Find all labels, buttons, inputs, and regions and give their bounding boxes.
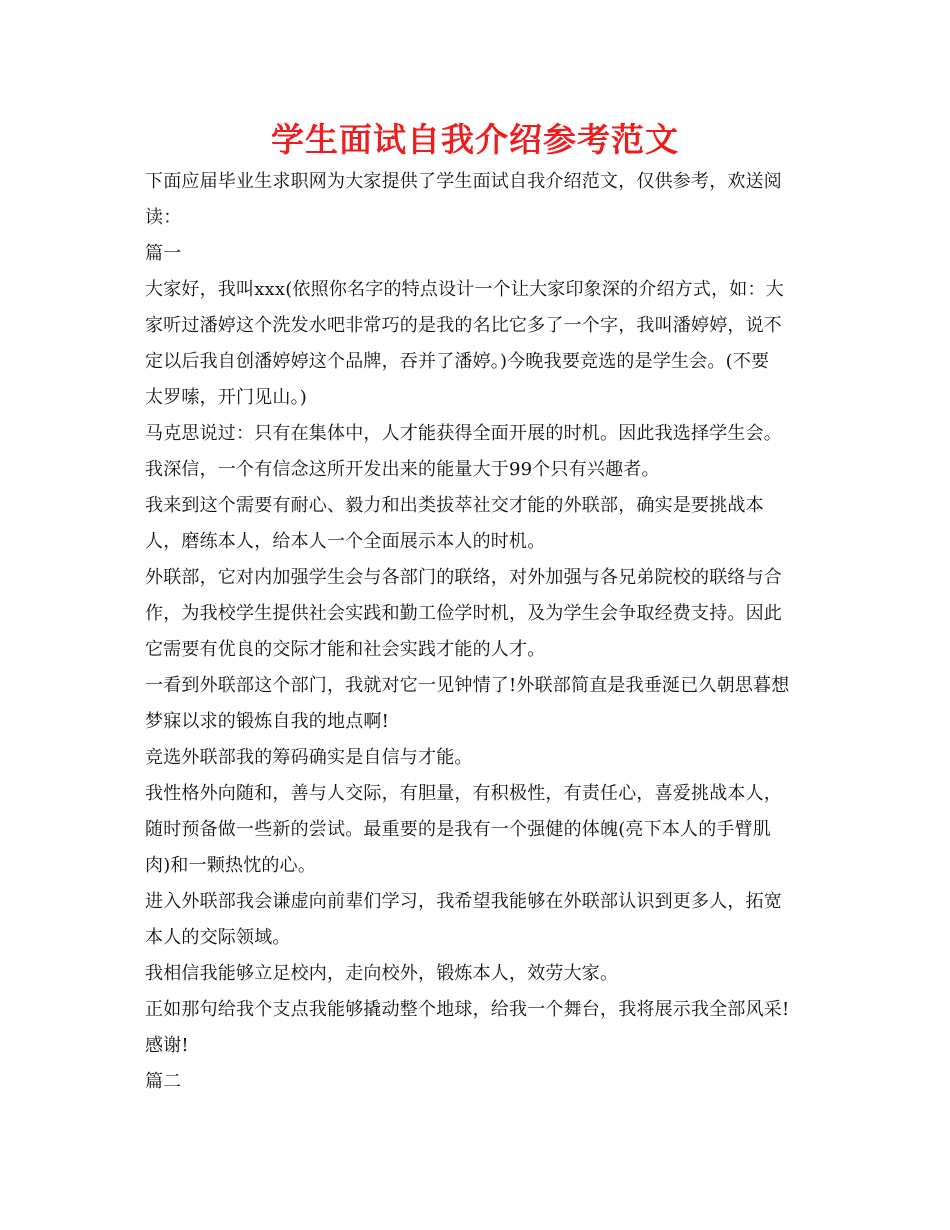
document-title: 学生面试自我介绍参考范文 xyxy=(271,120,679,159)
body-line: 家听过潘婷这个洗发水吧非常巧的是我的名比它多了一个字，我叫潘婷婷，说不 xyxy=(145,315,782,336)
document-body xyxy=(145,164,815,1100)
body-line: 梦寐以求的锻炼自我的地点啊! xyxy=(145,711,390,732)
section-heading: 篇二 xyxy=(145,1071,182,1092)
body-line: 肉)和一颗热忱的心。 xyxy=(145,855,317,876)
body-line: 我相信我能够立足校内，走向校外，锻炼本人，效劳大家。 xyxy=(145,963,619,984)
body-line: 定以后我自创潘婷婷这个品牌，吞并了潘婷。)今晚我要竞选的是学生会。(不要 xyxy=(145,351,770,372)
body-line: 外联部，它对内加强学生会与各部门的联络，对外加强与各兄弟院校的联络与合 xyxy=(145,567,782,588)
body-line: 本人的交际领域。 xyxy=(145,927,291,948)
body-line: 马克思说过：只有在集体中，人才能获得全面开展的时机。因此我选择学生会。 xyxy=(145,423,782,444)
body-line: 我来到这个需要有耐心、毅力和出类拔萃社交才能的外联部，确实是要挑战本 xyxy=(145,495,764,516)
body-line: 随时预备做一些新的尝试。最重要的是我有一个强健的体魄(亮下本人的手臂肌 xyxy=(145,819,772,840)
body-line: 读： xyxy=(145,207,182,228)
body-line: 它需要有优良的交际才能和社会实践才能的人才。 xyxy=(145,639,546,660)
body-line: 我深信，一个有信念这所开发出来的能量大于99个只有兴趣者。 xyxy=(145,459,660,480)
body-line: 正如那句给我个支点我能够撬动整个地球，给我一个舞台，我将展示我全部风采! xyxy=(145,999,790,1020)
body-line: 下面应届毕业生求职网为大家提供了学生面试自我介绍范文，仅供参考，欢送阅 xyxy=(145,171,782,192)
body-line: 我性格外向随和，善与人交际，有胆量，有积极性，有责任心，喜爱挑战本人， xyxy=(145,783,782,804)
body-line: 作，为我校学生提供社会实践和勤工俭学时机，及为学生会争取经费支持。因此 xyxy=(145,603,782,624)
section-heading: 篇一 xyxy=(145,243,182,264)
body-line: 人，磨练本人，给本人一个全面展示本人的时机。 xyxy=(145,531,546,552)
body-line: 太罗嗦，开门见山。) xyxy=(145,387,308,408)
body-line: 竞选外联部我的筹码确实是自信与才能。 xyxy=(145,747,473,768)
body-line: 进入外联部我会谦虚向前辈们学习，我希望我能够在外联部认识到更多人，拓宽 xyxy=(145,891,782,912)
body-line: 大家好，我叫xxx(依照你名字的特点设计一个让大家印象深的介绍方式，如：大 xyxy=(145,279,784,300)
body-line: 感谢! xyxy=(145,1035,189,1056)
body-line: 一看到外联部这个部门，我就对它一见钟情了!外联部简直是我垂涎已久朝思暮想 xyxy=(145,675,790,696)
